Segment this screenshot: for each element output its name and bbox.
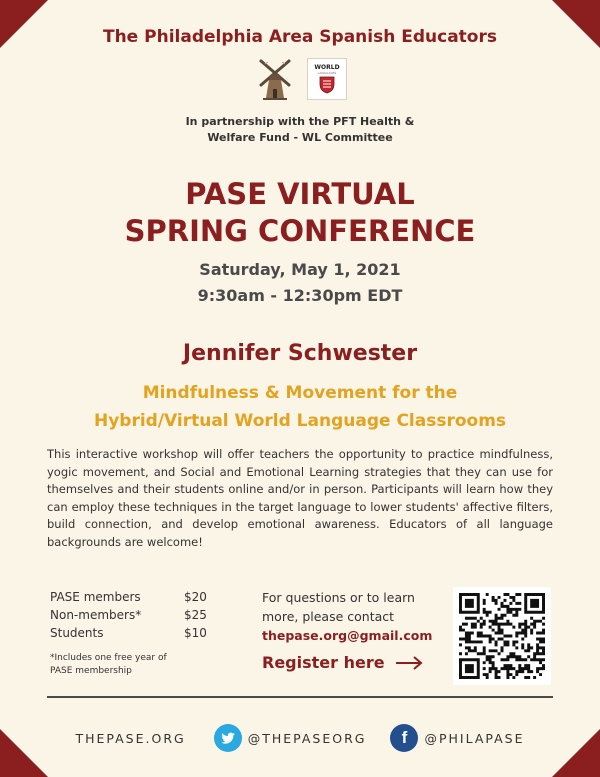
shield-icon — [319, 76, 335, 94]
footer — [0, 724, 600, 752]
register-link[interactable] — [262, 653, 423, 672]
partnership-text: In partnership with the PFT Health & Welfare Fund - WL Committee — [185, 115, 415, 144]
arrow-right-icon — [395, 656, 423, 670]
price-row: PASE members $20 — [50, 590, 207, 604]
speaker-name: Jennifer Schwester — [182, 341, 418, 366]
windmill-logo-icon — [253, 58, 297, 102]
contact-email-link[interactable]: thepase.org@gmail.com — [262, 628, 433, 643]
footer-divider — [47, 696, 553, 698]
session-title: Mindfulness & Movement for the Hybrid/Virtual World Language Classrooms — [93, 383, 507, 431]
partner-logos — [0, 58, 600, 102]
conference-title: PASE VIRTUAL SPRING CONFERENCE — [124, 177, 476, 248]
event-time: 9:30am - 12:30pm EDT — [197, 286, 403, 305]
price-row: Non-members* $25 — [50, 608, 207, 622]
event-date: Saturday, May 1, 2021 — [199, 260, 401, 279]
registration-qr-code[interactable] — [453, 587, 551, 685]
org-title: The Philadelphia Area Spanish Educators — [102, 27, 497, 47]
pricing-table — [50, 588, 207, 642]
event-datetime — [0, 257, 600, 309]
price-row: Students $10 — [50, 626, 207, 640]
membership-footnote: *Includes one free year of PASE membership — [50, 653, 167, 676]
world-languages-logo: WORLD LANGUAGES — [307, 58, 347, 100]
twitter-handle[interactable]: @THEPASEORG — [247, 730, 367, 746]
website-link[interactable]: THEPASE.ORG — [75, 730, 186, 746]
register-label: Register here — [262, 653, 385, 672]
facebook-icon[interactable]: f — [390, 724, 418, 752]
contact-info: For questions or to learn more, please contact thepase.org@gmail.com — [262, 590, 433, 643]
qr-code-icon — [459, 593, 545, 679]
facebook-handle[interactable]: @PHILAPASE — [424, 730, 525, 746]
session-description: This interactive workshop will offer teachers the opportunity to practice mindfulness, yogic movement, and Social and Emotional Learning strategies that they can use for themselves and their students online and/or in person. Participants will learn how they can employ these techniques in the target language to lower students' affective filters, build connection, and develop emotional awareness. Educators of all language backgrounds are welcome! — [47, 447, 553, 549]
twitter-icon[interactable] — [214, 724, 242, 752]
